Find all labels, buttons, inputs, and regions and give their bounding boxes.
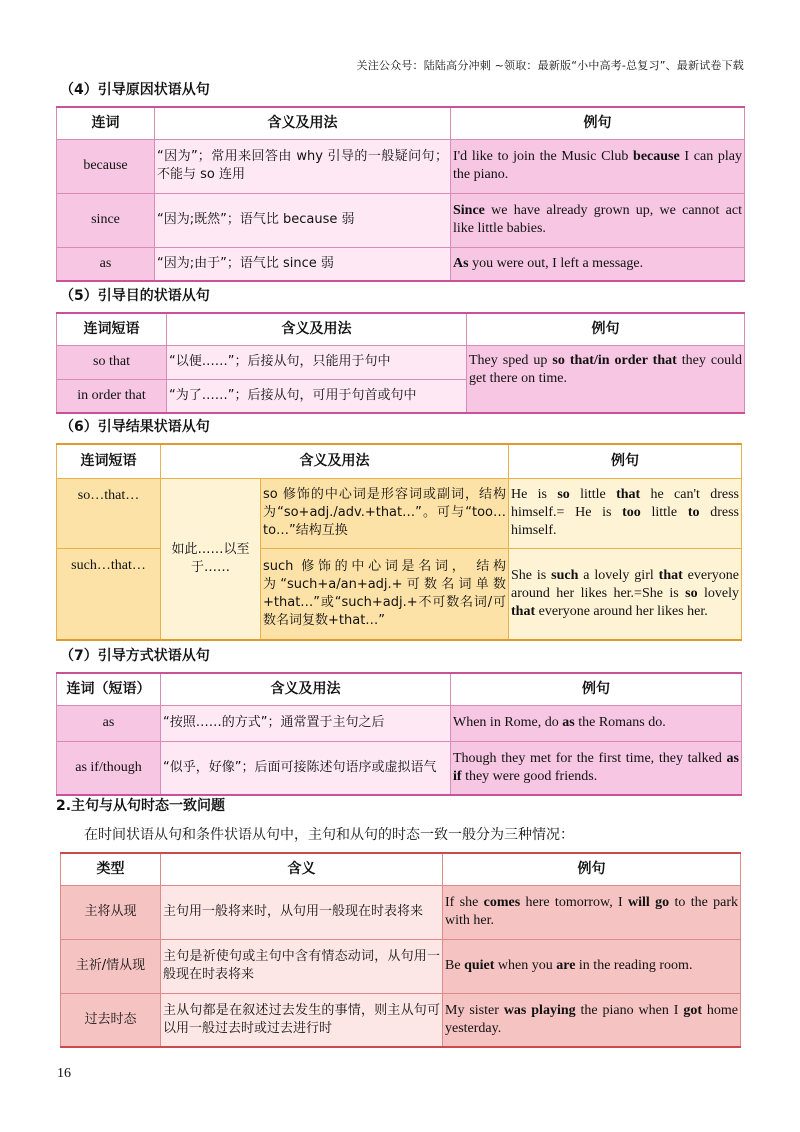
section-title-manner: （7）引导方式状语从句: [60, 648, 210, 664]
example-cell: He is so little that he can't dress himself.= He is too little to dress himself.: [509, 478, 742, 548]
type-cell: 过去时态: [61, 993, 161, 1047]
section-title-purpose: （5）引导目的状语从句: [60, 288, 210, 304]
meaning-cell: 主句用一般将来时，从句用一般现在时表将来: [161, 885, 443, 939]
table-row: [61, 939, 741, 993]
usage-cell: “为了……”；后接从句，可用于句首或句中: [167, 379, 467, 413]
table-cause-clauses: [56, 106, 745, 282]
table-row: [57, 548, 742, 640]
table-result-clauses: [56, 443, 742, 641]
example-cell: Be quiet when you are in the reading room.: [443, 939, 741, 993]
example-cell: If she comes here tomorrow, I will go to the park with her.: [443, 885, 741, 939]
conjunction-cell: since: [57, 193, 155, 247]
example-cell: Though they met for the first time, they talked as if they were good friends.: [451, 741, 742, 795]
example-cell: My sister was playing the piano when I got home yesterday.: [443, 993, 741, 1047]
page-number: 16: [57, 1066, 71, 1081]
table-row: [57, 139, 745, 193]
table-row: [57, 345, 745, 379]
table-row: [61, 885, 741, 939]
example-cell: As you were out, I left a message.: [451, 247, 745, 281]
part-title-tense-agreement: 2.主句与从句时态一致问题: [56, 798, 226, 814]
column-header: 连词短语: [57, 313, 167, 345]
example-cell: I'd like to join the Music Club because I can play the piano.: [451, 139, 745, 193]
usage-cell: “似乎，好像”；后面可接陈述句语序或虚拟语气: [161, 741, 451, 795]
type-cell: 主祈/情从现: [61, 939, 161, 993]
example-cell: When in Rome, do as the Romans do.: [451, 705, 742, 741]
part-intro: 在时间状语从句和条件状语从句中，主句和从句的时态一致一般分为三种情况：: [84, 827, 574, 843]
column-header: 含义及用法: [155, 107, 451, 139]
column-header: 例句: [509, 444, 742, 478]
column-header: 含义及用法: [161, 673, 451, 705]
column-header: 连词（短语）: [57, 673, 161, 705]
shared-meaning-cell: 如此……以至于……: [161, 478, 261, 640]
table-row: [61, 993, 741, 1047]
column-header: 连词: [57, 107, 155, 139]
column-header: 含义: [161, 853, 443, 885]
type-cell: 主将从现: [61, 885, 161, 939]
conjunction-cell: as: [57, 247, 155, 281]
example-cell: They sped up so that/in order that they could get there on time.: [467, 345, 745, 413]
column-header: 例句: [443, 853, 741, 885]
meaning-cell: 主从句都是在叙述过去发生的事情，则主从句可以用一般过去时或过去进行时: [161, 993, 443, 1047]
conjunction-cell: as: [57, 705, 161, 741]
table-row: [57, 478, 742, 548]
conjunction-cell: as if/though: [57, 741, 161, 795]
usage-cell: so 修饰的中心词是形容词或副词，结构为“so+adj./adv.+that…”。可与“too…to…”结构互换: [261, 478, 509, 548]
usage-cell: “以便……”；后接从句，只能用于句中: [167, 345, 467, 379]
table-purpose-clauses: [56, 312, 745, 414]
section-title-cause: （4）引导原因状语从句: [60, 82, 210, 98]
usage-cell: “因为”；常用来回答由 why 引导的一般疑问句；不能与 so 连用: [155, 139, 451, 193]
section-title-result: （6）引导结果状语从句: [60, 419, 210, 435]
table-manner-clauses: [56, 672, 742, 796]
column-header: 例句: [451, 673, 742, 705]
conjunction-cell: such…that…: [57, 548, 161, 640]
conjunction-cell: because: [57, 139, 155, 193]
column-header: 例句: [467, 313, 745, 345]
table-tense-agreement: [60, 852, 741, 1048]
column-header: 连词短语: [57, 444, 161, 478]
usage-cell: “因为;由于”；语气比 since 弱: [155, 247, 451, 281]
header-note: 关注公众号：陆陆高分冲刺 ~领取：最新版“小中高考-总复习”、最新试卷下载: [356, 59, 744, 72]
usage-cell: “按照……的方式”；通常置于主句之后: [161, 705, 451, 741]
table-row: [57, 247, 745, 281]
meaning-cell: 主句是祈使句或主句中含有情态动词，从句用一般现在时表将来: [161, 939, 443, 993]
conjunction-cell: so…that…: [57, 478, 161, 548]
usage-cell: “因为;既然”；语气比 because 弱: [155, 193, 451, 247]
table-row: [57, 193, 745, 247]
column-header: 含义及用法: [161, 444, 509, 478]
usage-cell: such 修饰的中心词是名词， 结构为“such+a/an+adj.+可数名词单数+that…”或“such+adj.+不可数名词/可数名词复数+that…”: [261, 548, 509, 640]
table-row: [57, 705, 742, 741]
column-header: 类型: [61, 853, 161, 885]
example-cell: She is such a lovely girl that everyone around her likes her.=She is so lovely that everyone around her likes her.: [509, 548, 742, 640]
conjunction-cell: so that: [57, 345, 167, 379]
example-cell: Since we have already grown up, we cannot act like little babies.: [451, 193, 745, 247]
column-header: 含义及用法: [167, 313, 467, 345]
table-row: [57, 741, 742, 795]
conjunction-cell: in order that: [57, 379, 167, 413]
column-header: 例句: [451, 107, 745, 139]
